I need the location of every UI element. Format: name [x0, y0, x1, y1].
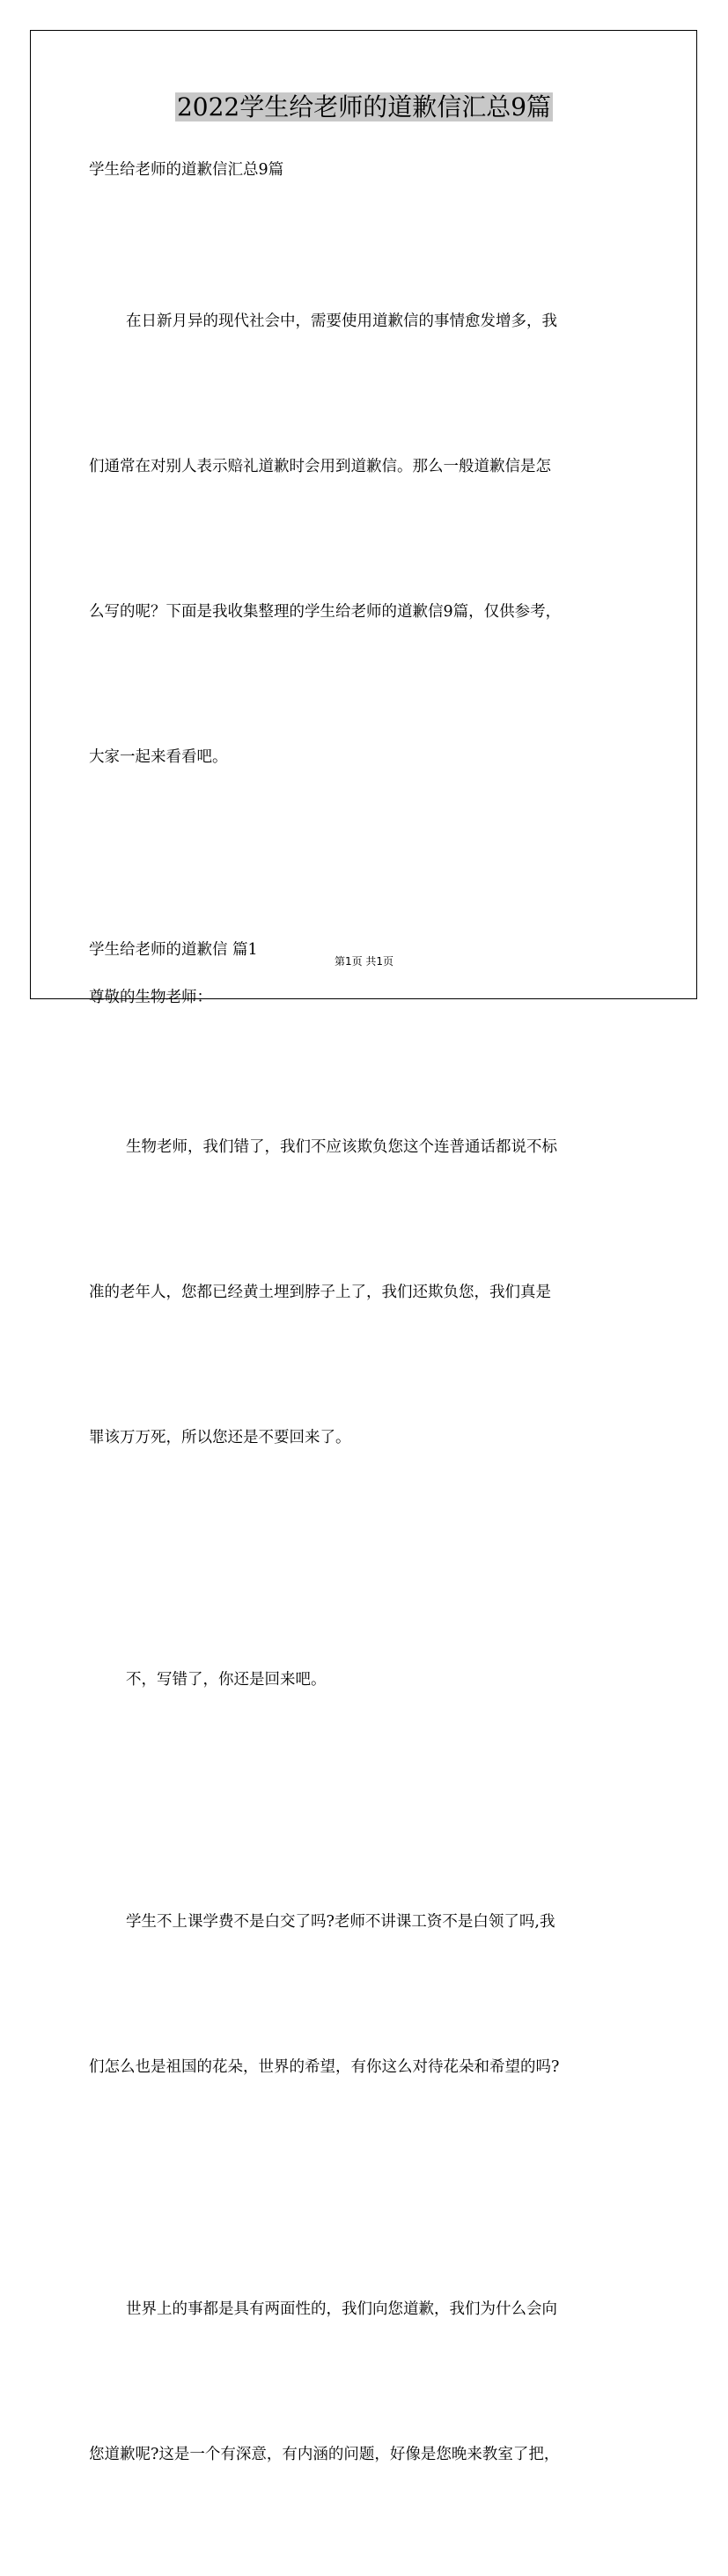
letter-paragraph-1 — [89, 1027, 652, 1559]
paragraph-line: 世界上的事都是具有两面性的，我们向您道歉，我们为什么会向 — [126, 2300, 557, 2318]
intro-line: 在日新月异的现代社会中，需要使用道歉信的事情愈发增多，我 — [126, 313, 557, 330]
paragraph-line: 您道歉呢?这是一个有深意，有内涵的问题，好像是您晚来教室了把， — [89, 2446, 560, 2463]
document-subtitle: 学生给老师的道歉信汇总9篇 — [89, 161, 284, 179]
spacer — [89, 879, 652, 933]
paragraph-line: 不，写错了，你还是回来吧。 — [126, 1671, 327, 1689]
paragraph-line: 学生不上课学费不是白交了吗?老师不讲课工资不是白领了吗,我 — [126, 1913, 555, 1931]
page-footer — [0, 953, 728, 969]
intro-paragraph — [89, 201, 652, 879]
letter-paragraph-2 — [89, 1559, 652, 1801]
salutation: 尊敬的生物老师： — [89, 989, 212, 1006]
document-title — [0, 88, 728, 127]
intro-line: 大家一起来看看吧。 — [89, 748, 228, 766]
letter-paragraph-3 — [89, 1801, 652, 2189]
paragraph-line: 生物老师，我们错了，我们不应该欺负您这个连普通话都说不标 — [126, 1138, 557, 1156]
document-body — [89, 153, 652, 2576]
section-heading: 学生给老师的道歉信 篇1 — [89, 941, 258, 959]
paragraph-line: 准的老年人，您都已经黄土埋到脖子上了，我们还欺负您，我们真是 — [89, 1284, 551, 1301]
intro-line: 么写的呢？下面是我收集整理的学生给老师的道歉信9篇，仅供参考， — [89, 603, 562, 621]
page-number: 第1页 共1页 — [334, 955, 394, 968]
paragraph-line: 们怎么也是祖国的花朵，世界的希望，有你这么对待花朵和希望的吗? — [89, 2058, 560, 2076]
document-title-text: 2022学生给老师的道歉信汇总9篇 — [176, 92, 552, 121]
paragraph-line: 罪该万万死，所以您还是不要回来了。 — [89, 1429, 351, 1446]
intro-line: 们通常在对别人表示赔礼道歉时会用到道歉信。那么一般道歉信是怎 — [89, 458, 551, 475]
letter-paragraph-4 — [89, 2189, 652, 2576]
